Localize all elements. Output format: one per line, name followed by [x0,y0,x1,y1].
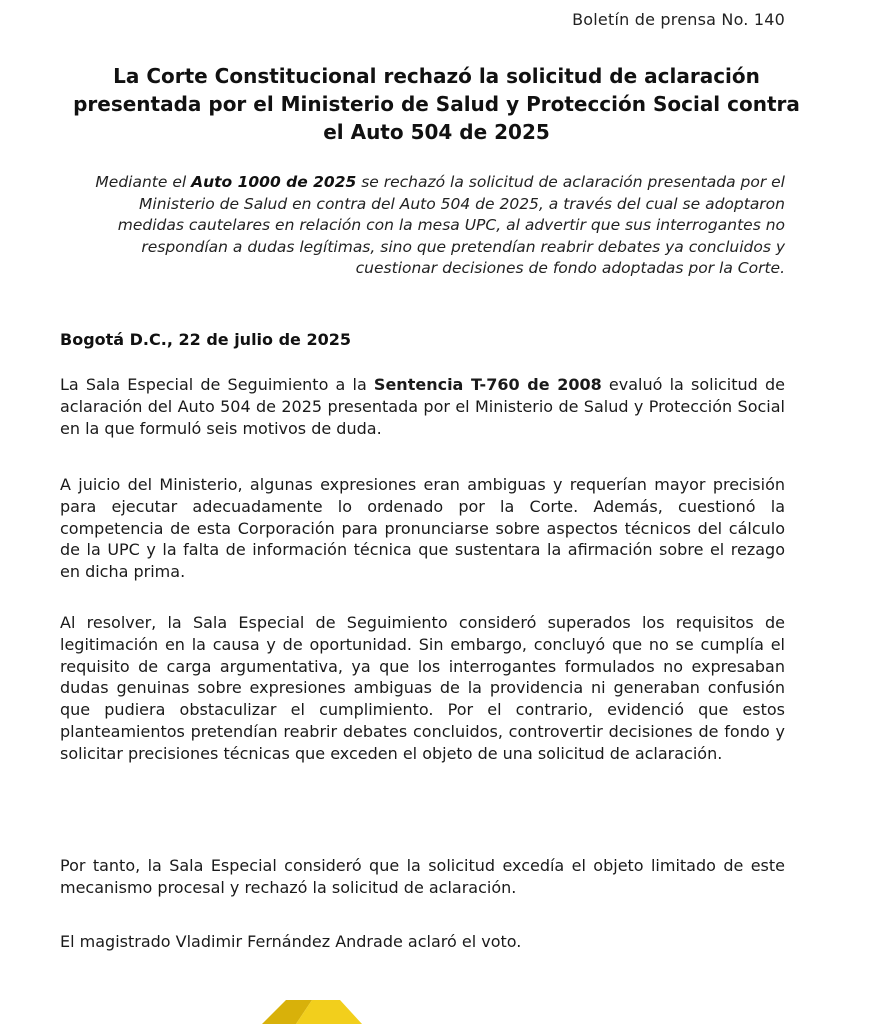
body-paragraph-1 [60,374,785,439]
summary-auto-reference: Auto 1000 de 2025 [191,173,357,191]
court-logo-icon [262,994,362,1024]
bulletin-number: Boletín de prensa No. 140 [572,10,785,29]
summary-paragraph [90,172,785,280]
summary-rest: se rechazó la solicitud de aclaración presentada por el Ministerio de Salud en contra del Auto 504 de 2025, a través del cual se adoptaron medidas cautelares en relación con la mesa UPC, al advertir que sus interrogantes no respondían a dudas legítimas, sino que pretendían reabrir debates ya concluidos y cuestionar decisiones de fondo adoptadas por la Corte. [117,173,785,277]
body-paragraph-5: El magistrado Vladimir Fernández Andrade aclaró el voto. [60,932,522,951]
p1-after: evaluó la solicitud de aclaración del Auto 504 de 2025 presentada por el Ministerio de Salud y Protección Social en la que formuló seis motivos de duda. [60,375,785,438]
body-paragraph-3: Al resolver, la Sala Especial de Seguimiento consideró superados los requisitos de legitimación en la causa y de oportunidad. Sin embargo, concluyó que no se cumplía el requisito de carga argumentativa, ya que los interrogantes formulados no expresaban dudas genuinas sobre expresiones ambiguas de la providencia ni generaban confusión que pudiera obstaculizar el cumplimiento. Por el contrario, evidenció que estos planteamientos pretendían reabrir debates concluidos, controvertir decisiones de fondo y solicitar precisiones técnicas que exceden el objeto de una solicitud de aclaración. [60,613,785,763]
body-paragraph-2: A juicio del Ministerio, algunas expresiones eran ambiguas y requerían mayor precisión para ejecutar adecuadamente lo ordenado por la Corte. Además, cuestionó la competencia de esta Corporación para pronunciarse sobre aspectos técnicos del cálculo de la UPC y la falta de información técnica que sustentara la afirmación sobre el rezago en dicha prima. [60,475,785,582]
p1-before: La Sala Especial de Seguimiento a la [60,375,374,394]
p1-sentence-reference: Sentencia T-760 de 2008 [373,375,602,394]
body-paragraph-4: Por tanto, la Sala Especial consideró que la solicitud excedía el objeto limitado de este mecanismo procesal y rechazó la solicitud de aclaración. [60,856,785,897]
page-title: La Corte Constitucional rechazó la solicitud de aclaración presentada por el Ministerio de Salud y Protección Social contra el Auto 504 de 2025 [73,64,800,144]
summary-intro: Mediante el [95,173,192,191]
dateline: Bogotá D.C., 22 de julio de 2025 [60,330,351,349]
